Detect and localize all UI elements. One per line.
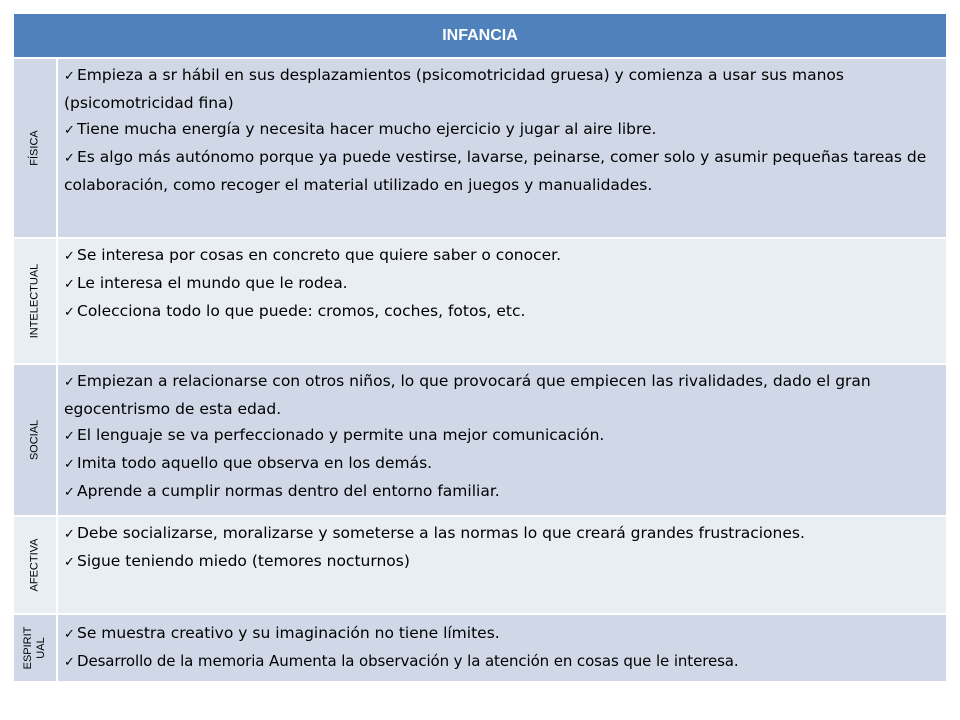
- row-label-cell: [14, 615, 58, 681]
- checkmark-bullet-icon: ✓: [64, 429, 75, 444]
- row-label: INTELECTUAL: [28, 263, 41, 339]
- row-label-cell: [14, 517, 58, 613]
- checkmark-bullet-icon: ✓: [64, 555, 75, 570]
- list-item: ✓ Aprende a cumplir normas dentro del entorno familiar.: [64, 478, 938, 506]
- table-row-intelectual: [14, 237, 946, 363]
- list-item: ✓ Empiezan a relacionarse con otros niños, lo que provocará que empiecen las rivalidades, dado el gran egocentrismo de esta edad.: [64, 372, 871, 418]
- row-label: FÍSICA: [28, 130, 41, 166]
- checkmark-bullet-icon: ✓: [64, 69, 75, 84]
- checkmark-bullet-icon: ✓: [64, 375, 75, 390]
- table-row-fisica: [14, 57, 946, 237]
- list-item: ✓ Debe socializarse, moralizarse y someterse a las normas lo que creará grandes frustraciones.: [64, 520, 938, 548]
- list-item: ✓ Desarrollo de la memoria Aumenta la observación y la atención en cosas que le interesa.: [64, 648, 938, 676]
- list-item: ✓ Sigue teniendo miedo (temores nocturnos): [64, 548, 938, 576]
- checkmark-bullet-icon: ✓: [64, 123, 75, 138]
- table-title: INFANCIA: [442, 26, 518, 44]
- row-label-cell: [14, 365, 58, 515]
- row-label-cell: [14, 239, 58, 363]
- checkmark-bullet-icon: ✓: [64, 655, 75, 670]
- row-content: [58, 615, 946, 681]
- row-content: [58, 239, 946, 363]
- checkmark-bullet-icon: ✓: [64, 151, 75, 166]
- checkmark-bullet-icon: ✓: [64, 457, 75, 472]
- list-item: ✓ Le interesa el mundo que le rodea.: [64, 270, 938, 298]
- list-item: ✓ Se interesa por cosas en concreto que quiere saber o conocer.: [64, 242, 938, 270]
- list-item: ✓ Colecciona todo lo que puede: cromos, coches, fotos, etc.: [64, 298, 938, 326]
- list-item: ✓ Empieza a sr hábil en sus desplazamientos (psicomotricidad gruesa) y comienza a usar sus manos (psicomotricidad fina): [64, 66, 844, 112]
- row-label: SOCIAL: [28, 419, 41, 461]
- row-content: [58, 59, 946, 237]
- row-content: [58, 365, 946, 515]
- table-row-afectiva: [14, 515, 946, 613]
- list-item: ✓ El lenguaje se va perfeccionado y permite una mejor comunicación.: [64, 422, 938, 450]
- checkmark-bullet-icon: ✓: [64, 249, 75, 264]
- list-item: ✓ Se muestra creativo y su imaginación no tiene límites.: [64, 620, 938, 648]
- row-label-cell: [14, 59, 58, 237]
- row-label-line: ESPIRIT: [22, 626, 34, 670]
- list-item: ✓ Tiene mucha energía y necesita hacer mucho ejercicio y jugar al aire libre.: [64, 116, 938, 144]
- checkmark-bullet-icon: ✓: [64, 527, 75, 542]
- table-row-social: [14, 363, 946, 515]
- checkmark-bullet-icon: ✓: [64, 627, 75, 642]
- row-label: [22, 627, 48, 670]
- checkmark-bullet-icon: ✓: [64, 485, 75, 500]
- row-label-line: UAL: [35, 637, 47, 659]
- checkmark-bullet-icon: ✓: [64, 305, 75, 320]
- list-item: ✓ Imita todo aquello que observa en los demás.: [64, 450, 938, 478]
- list-item: ✓ Es algo más autónomo porque ya puede vestirse, lavarse, peinarse, comer solo y asumir pequeñas tareas de colaboración, como recoger el material utilizado en juegos y manualidades.: [64, 148, 927, 194]
- row-content: [58, 517, 946, 613]
- table-row-espiritual: [14, 613, 946, 681]
- checkmark-bullet-icon: ✓: [64, 277, 75, 292]
- row-label: AFECTIVA: [28, 538, 41, 592]
- table-header: [14, 14, 946, 57]
